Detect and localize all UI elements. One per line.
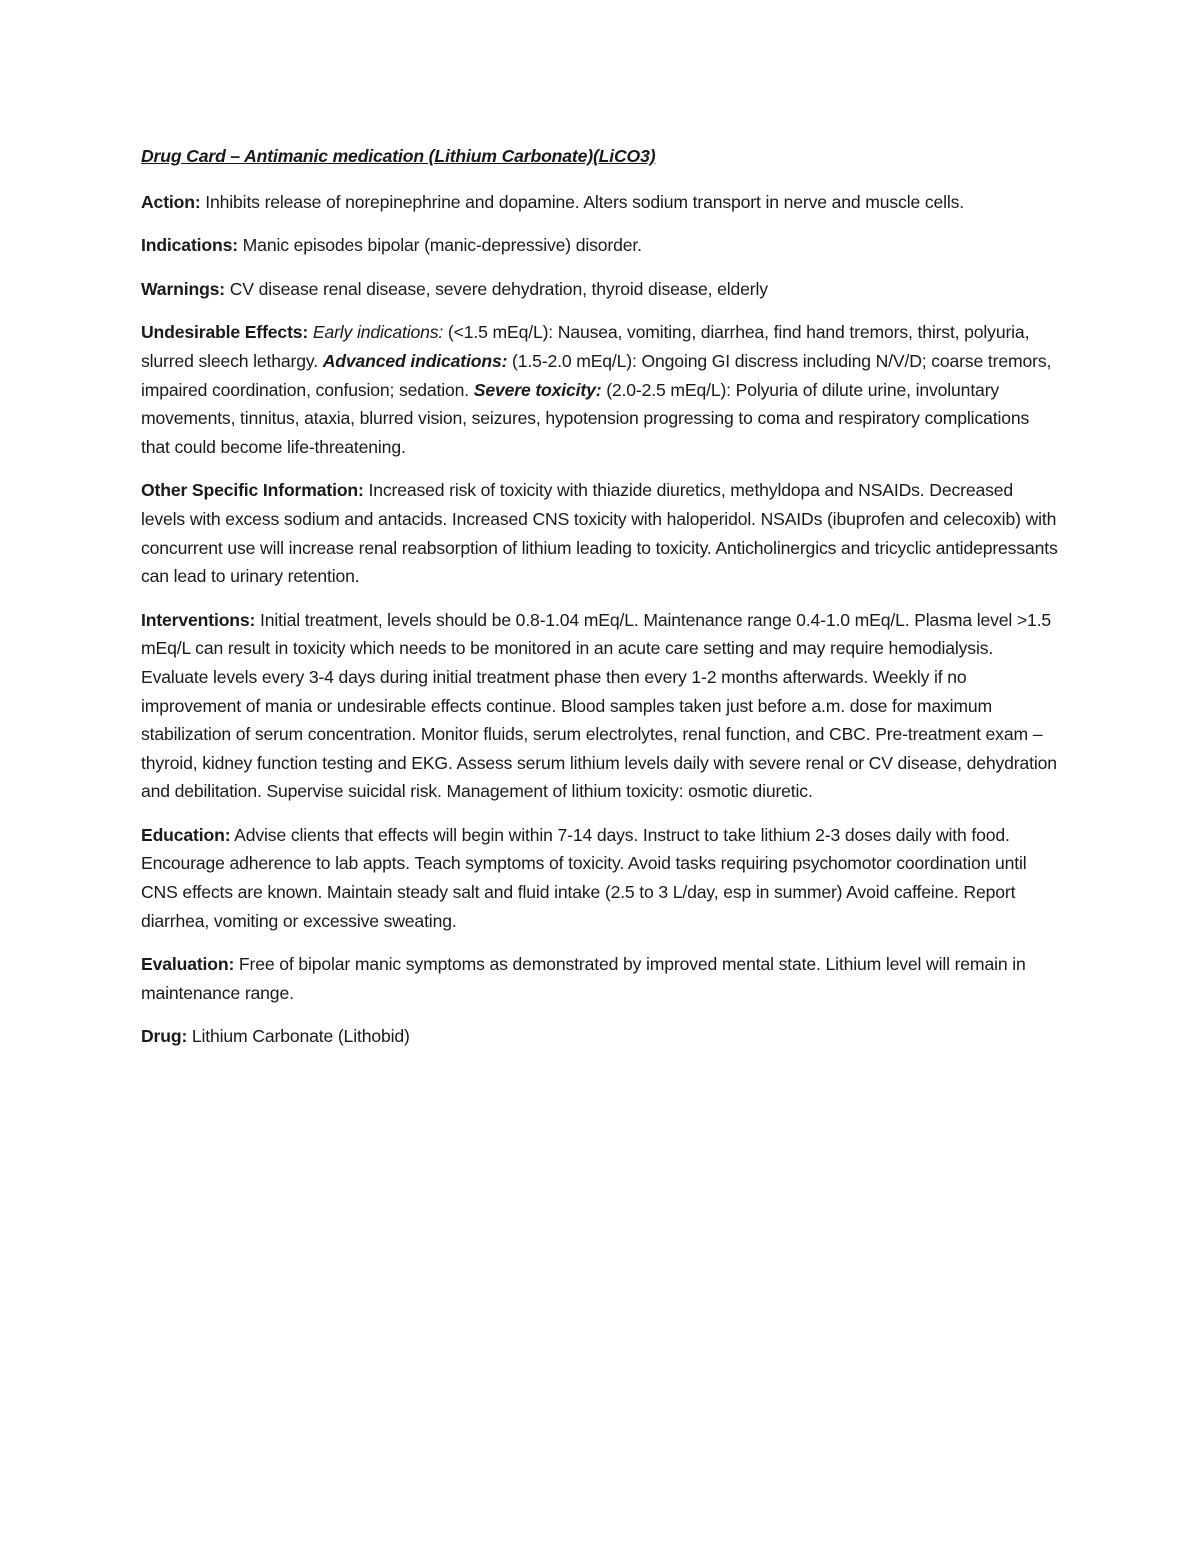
education-text: Advise clients that effects will begin within 7-14 days. Instruct to take lithium 2-3 doses daily with food. Encourage adherence to lab appts. Teach symptoms of toxicity. Avoid tasks requiring psychomotor coordination until CNS effects are known. Maintain steady salt and fluid intake (2.5 to 3 L/day, esp in summer) Avoid caffeine. Report diarrhea, vomiting or excessive sweating.: [141, 824, 1027, 931]
other-info-label: Other Specific Information:: [141, 480, 364, 501]
interventions-section: [141, 606, 1061, 806]
evaluation-label: Evaluation:: [141, 954, 235, 975]
advanced-indications-text: Ongoing GI discress including N/V/D; coarse tremors, impaired coordination, confusion; sedation.: [141, 350, 1052, 400]
early-indications-text: Nausea, vomiting, diarrhea, find hand tremors, thirst, polyuria, slurred sleech lethargy.: [141, 322, 1030, 371]
warnings-text: CV disease renal disease, severe dehydration, thyroid disease, elderly: [225, 278, 768, 299]
severe-toxicity-label: Severe toxicity:: [473, 379, 602, 400]
undesirable-effects-label: Undesirable Effects:: [141, 322, 309, 343]
other-info-text: Increased risk of toxicity with thiazide diuretics, methyldopa and NSAIDs. Decreased levels with excess sodium and antacids. Increased CNS toxicity with haloperidol. NSAIDs (ibuprofen and celecoxib) with concurrent use will increase renal reabsorption of lithium leading to toxicity. Anticholinergics and tricyclic antidepressants can lead to urinary retention.: [141, 480, 1058, 587]
interventions-text: Initial treatment, levels should be 0.8-1.04 mEq/L. Maintenance range 0.4-1.0 mEq/L. Plasma level >1.5 mEq/L can result in toxicity which needs to be monitored in an acute care setting and may require hemodialysis. Evaluate levels every 3-4 days during initial treatment phase then every 1-2 months afterwards. Weekly if no improvement of mania or undesirable effects continue. Blood samples taken just before a.m. dose for maximum stabilization of serum concentration. Monitor fluids, serum electrolytes, renal function, and CBC. Pre-treatment exam – thyroid, kidney function testing and EKG. Assess serum lithium levels daily with severe renal or CV disease, dehydration and debilitation. Supervise suicidal risk. Management of lithium toxicity: osmotic diuretic.: [141, 609, 1057, 802]
document-title: Drug Card – Antimanic medication (Lithium Carbonate)(LiCO3): [141, 146, 656, 166]
drug-section: [141, 1022, 1061, 1051]
undesirable-effects-section: [141, 318, 1061, 461]
severe-toxicity-level: (2.0-2.5 mEq/L):: [601, 379, 731, 400]
severe-toxicity-text: Polyuria of dilute urine, involuntary movements, tinnitus, ataxia, blurred vision, seizures, hypotension progressing to coma and respiratory complications that could become life-threatening.: [141, 379, 1030, 457]
early-indications-level: (<1.5 mEq/L):: [443, 322, 554, 343]
indications-label: Indications:: [141, 235, 238, 256]
warnings-label: Warnings:: [141, 278, 226, 299]
warnings-section: [141, 275, 1061, 304]
advanced-indications-label: Advanced indications:: [322, 350, 508, 371]
action-section: [141, 188, 1061, 217]
advanced-indications-level: (1.5-2.0 mEq/L):: [507, 350, 637, 371]
indications-section: [141, 231, 1061, 260]
action-label: Action:: [141, 191, 201, 212]
indications-text: Manic episodes bipolar (manic-depressive) disorder.: [237, 235, 642, 256]
evaluation-section: [141, 950, 1061, 1007]
drug-label: Drug:: [141, 1026, 188, 1047]
evaluation-text: Free of bipolar manic symptoms as demonstrated by improved mental state. Lithium level will remain in maintenance range.: [141, 954, 1026, 1003]
drug-text: Lithium Carbonate (Lithobid): [187, 1026, 410, 1047]
education-section: [141, 821, 1061, 935]
action-text: Inhibits release of norepinephrine and dopamine. Alters sodium transport in nerve and muscle cells.: [200, 191, 965, 212]
education-label: Education:: [141, 824, 231, 845]
interventions-label: Interventions:: [141, 609, 256, 630]
other-info-section: [141, 476, 1061, 590]
early-indications-label: Early indications:: [312, 322, 444, 343]
drug-card: [141, 142, 1061, 1066]
